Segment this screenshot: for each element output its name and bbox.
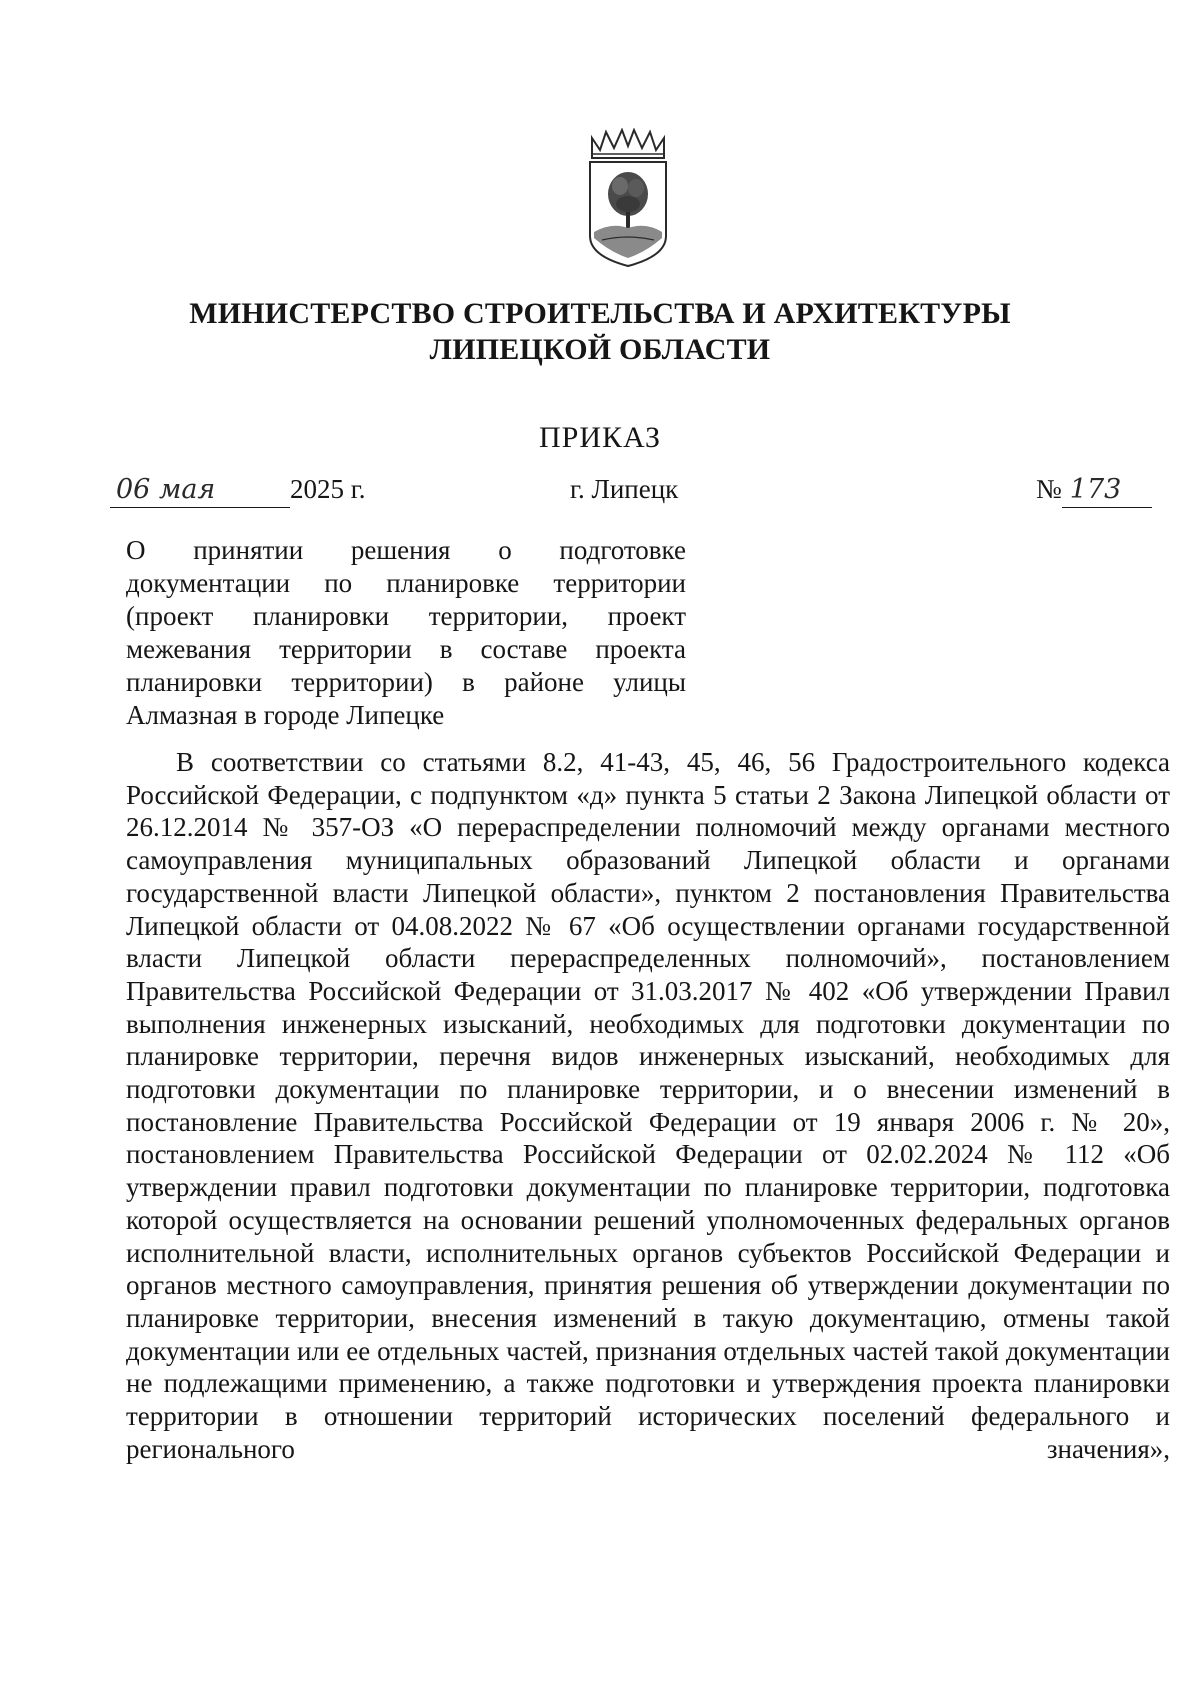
ministry-name [150, 296, 1050, 368]
order-date-year: 2025 г. [290, 474, 366, 504]
order-date-handwritten: 06 мая [110, 473, 290, 508]
order-number-handwritten: 173 [1062, 473, 1152, 508]
order-title: ПРИКАЗ [539, 421, 661, 454]
order-number [1036, 472, 1152, 508]
order-subject: О принятии решения о подготовке документации по планировке территории (проект планировки территории, проект межевания территории в составе проекта планировки территории) в районе улицы Алмазная в городе Липецке [126, 535, 686, 730]
order-date [110, 472, 366, 512]
ministry-name-line1: МИНИСТЕРСТВО СТРОИТЕЛЬСТВА И АРХИТЕКТУРЫ [189, 297, 1011, 330]
order-city: г. Липецк [570, 474, 679, 504]
order-body-paragraph: В соответствии со статьями 8.2, 41-43, 45, 46, 56 Градостроительного кодекса Российской Федерации, с подпунктом «д» пункта 5 статьи 2 Закона Липецкой области от 26.12.2014 № 357-ОЗ «О перераспределении полномочий между органами местного самоуправления муниципальных образований Липецкой области и органами государственной власти Липецкой области», пунктом 2 постановления Правительства Липецкой области от 04.08.2022 № 67 «Об осуществлении органами государственной власти Липецкой области перераспределенных полномочий», постановлением Правительства Российской Федерации от 31.03.2017 № 402 «Об утверждении Правил выполнения инженерных изысканий, необходимых для подготовки документации по планировке территории, перечня видов инженерных изысканий, необходимых для подготовки документации по планировке территории, и о внесении изменений в постановление Правительства Российской Федерации от 19 января 2006 г. № 20», постановлением Правительства Российской Федерации от 02.02.2024 № 112 «Об утверждении правил подготовки документации по планировке территории, подготовка которой осуществляется на основании решений уполномоченных федеральных органов исполнительной власти, исполнительных органов субъектов Российской Федерации и органов местного самоуправления, принятия решения об утверждении документации по планировке территории, внесения изменений в такую документацию, отмены такой документации или ее отдельных частей, признания отдельных частей такой документации не подлежащими применению, а также подготовки и утверждения проекта планировки территории в отношении территорий исторических поселений федерального и регионального значения», [126, 747, 1170, 1464]
lipetsk-coat-of-arms-icon [586, 128, 670, 268]
ministry-name-line2: ЛИПЕЦКОЙ ОБЛАСТИ [429, 333, 771, 366]
order-number-label: № [1036, 474, 1062, 504]
